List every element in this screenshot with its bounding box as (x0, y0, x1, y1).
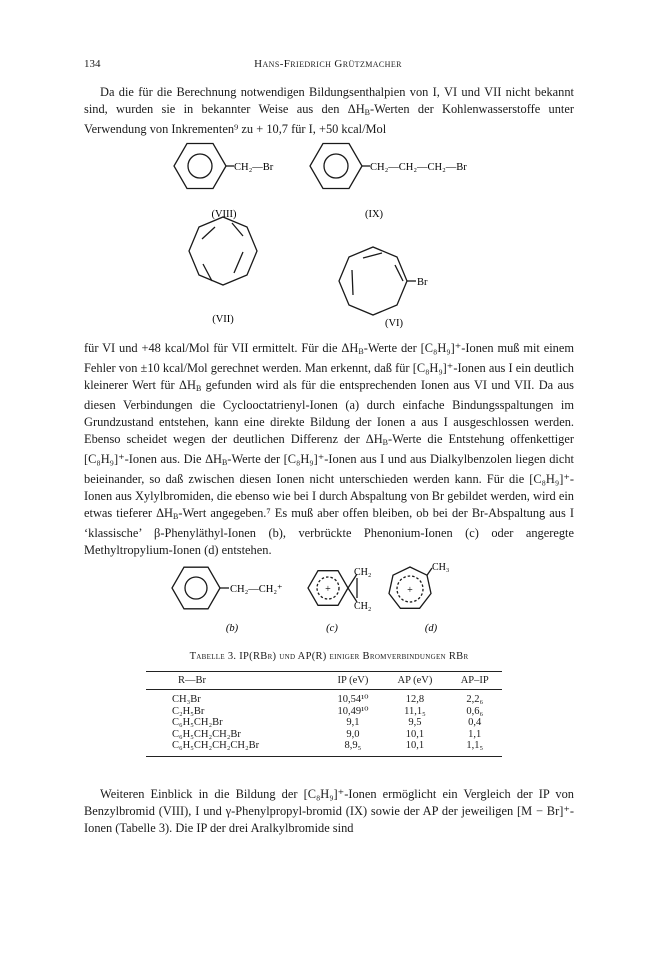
cell-ip: 10,54¹⁰ (337, 694, 369, 705)
cell-ap: 10,1 (405, 728, 425, 740)
cell-ap: 9,5 (408, 717, 422, 728)
structure-viii (174, 144, 234, 189)
data-table (146, 671, 502, 757)
c-label: (c) (326, 623, 338, 634)
structures-figure-top (0, 130, 648, 340)
cell-ip: 8,9₅ (323, 740, 382, 756)
d-plus: + (407, 585, 413, 596)
paragraph-main-text: für VI und +48 kcal/Mol für VII ermittelt. Für die $\Delta H_B$-Werte der [C₈H₉]⁺-Ionen muß mit einem Fehler von ±10 kcal/Mol gerechnet werden. Man erkennt, daß für [C₈H₉]⁺-Ionen aus I ein deutlich kleinerer Wert für $\Delta H_B$ gefunden wird als für die entsprechenden Ionen aus VI und VII. Da aus diesen Verbindungen die Cyclooctatrienyl-Ionen (a) durch einfache Bindungsspaltungen im Grundzustand entstehen, kann eine direkte Bildung der Ionen a aus I ausgeschlossen werden. Ebenso scheidet wegen der deutlichen Differenz der $\Delta H_B$-Werte die Entstehung offenkettiger [C₈H₉]⁺-Ionen aus. Die $\Delta H_B$-Werte der [C₈H₉]⁺-Ionen aus I und aus Dialkylbenzolen liegen dicht beieinander, so daß zwischen diesen Ionen nicht unterschieden werden kann. Für die [C₈H₉]⁺-Ionen aus Xylylbromiden, die ebenso wie bei I durch Abspaltung von Br gebildet werden, wird ein etwas tieferer $\Delta H_B$-Wert angegeben.⁷ Es muß aber offen bleiben, ob bei der Br-Abspaltung aus I ‘klassische’ β-Phenyläthyl-Ionen (b), verbrückte Phenonium-Ionen (c) oder angeregte Methyltropylium-Ionen (d) entstehen. (84, 341, 574, 557)
cell-ap-ip: 1,1₅ (447, 740, 502, 756)
table-row (146, 717, 502, 729)
viii-label: (VIII) (211, 209, 237, 220)
c-plus: + (325, 584, 331, 595)
cell-ip: 9,0 (346, 728, 360, 740)
cell-compound: C₂H₅Br (172, 705, 205, 717)
paragraph-main (84, 340, 574, 559)
cell-compound: C₆H₅CH₂Br (172, 717, 223, 728)
paragraph-intro-text: Da die für die Berechnung notwendigen Bildungsenthalpien von I, VI und VII nicht bekannt sind, wurden sie in bekannter Weise aus den $\Delta H_B$-Werten der Kohlenwasserstoffe unter Verwendung von Inkrementen⁹ zu + 10,7 für I, +50 kcal/Mol (84, 85, 574, 136)
cell-ap-ip: 0,6₆ (466, 705, 484, 717)
col-header-rbr: R—Br (146, 672, 323, 690)
cell-ap-ip: 0,4 (468, 717, 482, 728)
col-header-ap-ip: AP–IP (447, 672, 502, 690)
cell-compound: CH₃Br (172, 694, 201, 705)
d-label: (d) (424, 623, 438, 634)
ix-label: (IX) (364, 209, 384, 220)
structure-vii (189, 217, 257, 285)
structure-ix (310, 144, 370, 189)
table-caption: Tabelle 3. IP(RBr) und AP(R) einiger Bromverbindungen RBr (189, 651, 469, 662)
cell-ap: 12,8 (405, 694, 425, 705)
c-ch2-bottom: CH₂ (354, 601, 372, 612)
vii-label: (VII) (212, 314, 234, 325)
ix-substituent: CH₂—CH₂—CH₂—Br (370, 162, 467, 173)
ions-figure (0, 558, 648, 640)
b-label: (b) (225, 623, 239, 634)
structure-vi (339, 247, 416, 315)
table-row (146, 740, 502, 756)
cell-ap-ip: 2,2₆ (466, 694, 484, 705)
col-header-ap: AP (eV) (382, 672, 447, 690)
cell-ap: 11,1₅ (404, 705, 426, 717)
structure-b (172, 567, 229, 609)
structure-c (308, 571, 357, 606)
d-substituent: CH₃ (432, 562, 450, 573)
paragraph-closing-text: Weiteren Einblick in die Bildung der [C₈H₉]⁺-Ionen ermöglicht ein Vergleich der IP von Benzylbromid (VIII), I und γ-Phenylpropyl-bromid (IX) sowie der AP der jeweiligen [M − Br]⁺-Ionen (Tabelle 3). Die IP der drei Aralkylbromide sind (84, 787, 574, 835)
c-ch2-top: CH₂ (354, 567, 372, 578)
running-title: Hans-Friedrich Grützmacher (254, 58, 402, 70)
table-header-row (146, 672, 502, 690)
cell-ap-ip: 1,1 (468, 728, 482, 740)
col-header-ip: IP (eV) (323, 672, 382, 690)
vi-label: (VI) (384, 318, 404, 329)
page-number: 134 (84, 58, 101, 70)
cell-ap: 10,1 (382, 740, 447, 756)
cell-compound: C₆H₅CH₂CH₂CH₂Br (146, 740, 323, 756)
table-row (146, 706, 502, 718)
vi-substituent: Br (417, 277, 428, 288)
cell-ip: 10,49¹⁰ (337, 705, 369, 717)
b-substituent: CH₂—CH₂⁺ (230, 584, 283, 595)
cell-compound: C₆H₅CH₂CH₂Br (172, 728, 241, 740)
viii-substituent: CH₂—Br (234, 162, 274, 173)
paragraph-closing (84, 786, 574, 837)
table-row (146, 690, 502, 706)
cell-ip: 9,1 (346, 717, 360, 728)
table-row (146, 729, 502, 741)
